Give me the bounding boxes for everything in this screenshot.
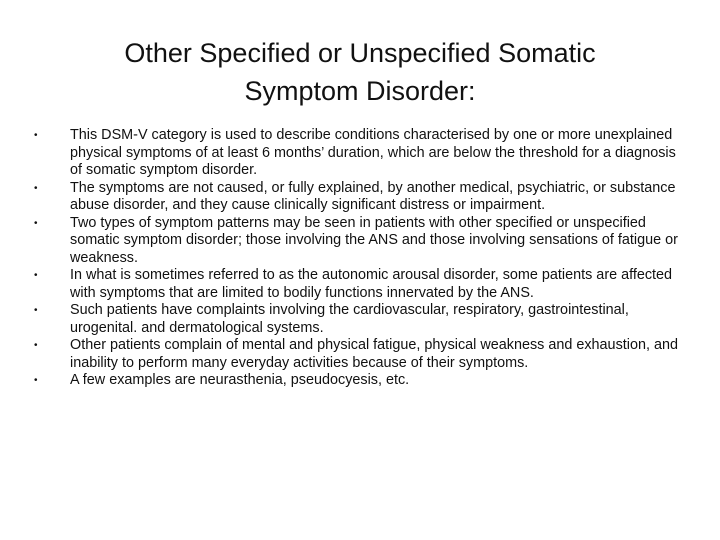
bullet-point-icon: •	[34, 182, 38, 194]
bullet-item	[34, 127, 684, 180]
bullet-list	[34, 127, 684, 390]
bullet-text: In what is sometimes referred to as the autonomic arousal disorder, some patients are affected with symptoms that are limited to bodily functions innervated by the ANS.	[70, 267, 673, 301]
bullet-point-icon: •	[34, 305, 38, 316]
bullet-item	[34, 302, 684, 337]
bullet-text: Such patients have complaints involving the cardiovascular, respiratory, gastrointestinal, urogenital. and dermatological systems.	[70, 302, 629, 336]
slide-title	[60, 34, 660, 110]
slide-title-line-1: Other Specified or Unspecified Somatic	[124, 38, 596, 68]
bullet-item	[34, 337, 684, 372]
bullet-item	[34, 215, 684, 268]
bullet-text: A few examples are neurasthenia, pseudocyesis, etc.	[70, 372, 410, 388]
bullet-item	[34, 372, 684, 390]
bullet-text: Other patients complain of mental and physical fatigue, physical weakness and exhaustion, and inability to perform many everyday activities because of their symptoms.	[70, 337, 678, 371]
bullet-point-icon: •	[34, 217, 38, 229]
bullet-text: Two types of symptom patterns may be seen in patients with other specified or unspecified somatic symptom disorder; those involving the ANS and those involving sensations of fatigue or weakness.	[70, 214, 678, 266]
bullet-point-icon: •	[34, 270, 38, 281]
bullet-item	[34, 180, 684, 215]
bullet-text: The symptoms are not caused, or fully explained, by another medical, psychiatric, or substance abuse disorder, and they cause clinically significant distress or impairment.	[70, 179, 676, 213]
bullet-item	[34, 267, 684, 302]
slide-title-line-2: Symptom Disorder:	[244, 76, 476, 106]
bullet-text: This DSM-V category is used to describe conditions characterised by one or more unexplained physical symptoms of at least 6 months’ duration, which are below the threshold for a diagnosis of somatic symptom disorder.	[70, 127, 676, 178]
bullet-point-icon: •	[34, 130, 38, 141]
bullet-point-icon: •	[34, 375, 38, 386]
bullet-point-icon: •	[34, 340, 38, 351]
